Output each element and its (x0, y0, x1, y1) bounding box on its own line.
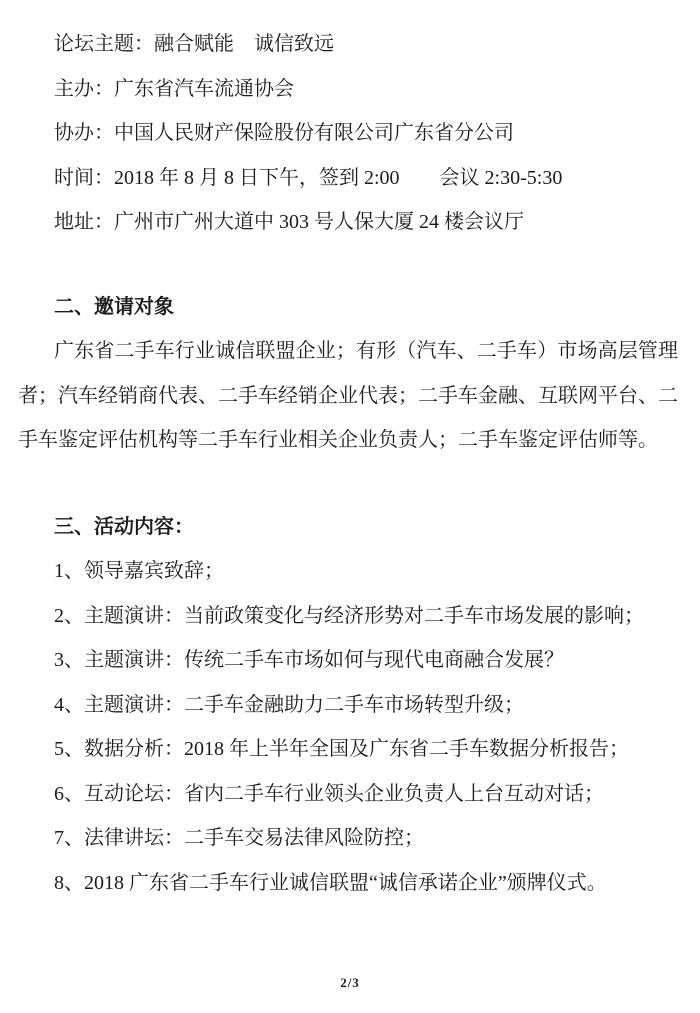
invitees-paragraph: 广东省二手车行业诚信联盟企业；有形（汽车、二手车）市场高层管理者；汽车经销商代表、二手车经销企业代表；二手车金融、互联网平台、二手车鉴定评估机构等二手车行业相关企业负责人；二手车鉴定评估师等。 (18, 340, 678, 451)
activity-item-2: 2、主题演讲：当前政策变化与经济形势对二手车市场发展的影响； (54, 604, 644, 627)
section-heading-invitees: 二、邀请对象 (54, 295, 174, 318)
info-line-time: 时间：2018 年 8 月 8 日下午，签到 2:00 会议 2:30-5:30 (54, 166, 563, 189)
info-line-forum-theme: 论坛主题：融合赋能 诚信致远 (54, 33, 334, 55)
activity-item-6: 6、互动论坛：省内二手车行业领头企业负责人上台互动对话； (54, 782, 604, 805)
activity-item-5: 5、数据分析：2018 年上半年全国及广东省二手车数据分析报告； (54, 738, 629, 760)
activity-item-1: 1、领导嘉宾致辞； (54, 560, 224, 582)
info-line-co-organizer: 协办：中国人民财产保险股份有限公司广东省分公司 (54, 122, 514, 144)
activity-item-3: 3、主题演讲：传统二手车市场如何与现代电商融合发展？ (54, 649, 564, 671)
activity-item-7: 7、法律讲坛：二手车交易法律风险防控； (54, 827, 424, 849)
info-line-host: 主办：广东省汽车流通协会 (54, 77, 294, 100)
section-heading-activities: 三、活动内容： (54, 515, 194, 538)
activity-item-4: 4、主题演讲：二手车金融助力二手车市场转型升级； (54, 693, 524, 716)
info-line-address: 地址：广州市广州大道中 303 号人保大厦 24 楼会议厅 (54, 211, 524, 233)
page-number: 2/3 (340, 975, 360, 990)
activity-item-8: 8、2018 广东省二手车行业诚信联盟“诚信承诺企业”颁牌仪式。 (54, 871, 607, 894)
